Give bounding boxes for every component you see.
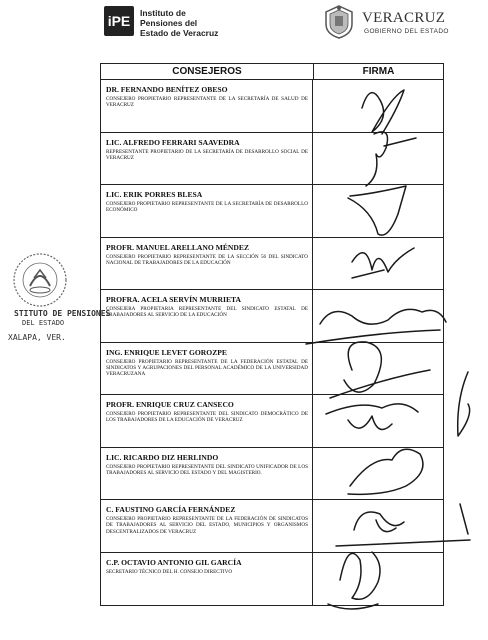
consejero-name: PROFR. ENRIQUE CRUZ CANSECO <box>106 400 234 409</box>
consejero-name: PROFRA. ACELA SERVÍN MURRIETA <box>106 295 242 304</box>
consejero-name: LIC. RICARDO DIZ HERLINDO <box>106 452 219 462</box>
consejero-name: DR. FERNANDO BENÍTEZ OBESO <box>106 85 228 94</box>
consejero-description: CONSEJERO PROPIETARIO REPRESENTANTE DE LA SECRETARÍA DE SALUD DE VERACRUZ <box>106 96 308 109</box>
consejero-name: C. FAUSTINO GARCÍA FERNÁNDEZ <box>106 505 236 514</box>
column-header-consejeros: CONSEJEROS <box>101 64 314 79</box>
table-header <box>101 64 443 80</box>
firma-cell <box>313 133 443 185</box>
consejero-cell <box>101 395 313 447</box>
consejero-cell <box>101 238 313 290</box>
ipe-name <box>140 8 218 38</box>
stamp-text: DEL ESTADO <box>22 319 65 327</box>
table-row <box>101 238 443 291</box>
gov-subtitle: GOBIERNO DEL ESTADO <box>364 28 449 35</box>
consejero-cell <box>101 343 313 395</box>
official-stamp-seal-icon <box>12 252 68 308</box>
consejero-cell <box>101 553 313 606</box>
consejero-cell <box>101 185 313 237</box>
consejero-name: ING. ENRIQUE LEVET GOROZPE <box>106 347 227 357</box>
table-row <box>101 343 443 396</box>
consejero-cell <box>101 290 313 342</box>
consejero-description: CONSEJERO PROPIETARIO REPRESENTANTE DE LA SECCIÓN 56 DEL SINDICATO NACIONAL DE TRABAJADORES DE LA EDUCACIÓN <box>106 253 308 266</box>
consejero-name: C.P. OCTAVIO ANTONIO GIL GARCÍA <box>106 557 242 567</box>
gov-title: VERACRUZ <box>362 10 446 26</box>
table-row <box>101 448 443 501</box>
stamp-text: STITUTO DE PENSIONES <box>14 309 111 318</box>
ipe-name-line: Instituto de <box>140 8 186 18</box>
firma-cell <box>313 238 443 290</box>
consejero-description: CONSEJERO PROPIETARIO REPRESENTANTE DE LA SECRETARÍA DE DESARROLLO ECONÓMICO <box>106 201 308 214</box>
firma-cell <box>313 395 443 447</box>
firma-cell <box>313 290 443 342</box>
table-row <box>101 500 443 553</box>
table-row <box>101 80 443 133</box>
ipe-logo: iPE <box>104 6 134 36</box>
ipe-name-line: Pensiones del <box>140 18 198 28</box>
consejero-description: REPRESENTANTE PROPIETARIO DE LA SECRETARÍA DE DESARROLLO SOCIAL DE VERACRUZ <box>106 148 308 161</box>
column-header-firma: FIRMA <box>362 66 395 77</box>
table-row <box>101 185 443 238</box>
consejero-description: CONSEJERA PROPIETARIA REPRESENTANTE DEL SINDICATO ESTATAL DE TRABAJADORES AL SERVICIO DE LA EDUCACIÓN <box>106 306 308 319</box>
firma-cell <box>313 185 443 237</box>
veracruz-seal-icon <box>322 4 356 40</box>
consejero-description: CONSEJERO PROPIETARIO REPRESENTANTE DE LA FEDERACIÓN ESTATAL DE SINDICATOS Y AGRUPACIONES DEL PERSONAL ACADÉMICO DE LA UNIVERSIDAD VERACRUZANA <box>106 358 308 378</box>
consejero-name: LIC. ERIK PORRES BLESA <box>106 190 203 199</box>
consejero-cell <box>101 133 313 185</box>
firma-cell <box>313 343 443 395</box>
consejero-name: PROFR. MANUEL ARELLANO MÉNDEZ <box>106 242 250 252</box>
firma-cell <box>313 448 443 500</box>
firma-cell <box>313 500 443 552</box>
consejero-description: CONSEJERO PROPIETARIO REPRESENTANTE DEL SINDICATO DEMOCRÁTICO DE LOS TRABAJADORES DE LA EDUCACIÓN DE VERACRUZ <box>106 411 308 424</box>
consejero-cell <box>101 80 313 132</box>
table-row <box>101 133 443 186</box>
consejero-description: SECRETARIO TÉCNICO DEL H. CONSEJO DIRECTIVO <box>106 568 233 575</box>
consejero-description: CONSEJERO PROPIETARIO REPRESENTANTE DEL SINDICATO UNIFICADOR DE LOS TRABAJADORES AL SERVICIO DEL ESTADO Y DEL MAGISTERIO. <box>106 463 308 476</box>
signature-table <box>100 63 444 606</box>
signature-6b <box>458 372 470 436</box>
consejero-cell <box>101 500 313 552</box>
table-row <box>101 553 443 606</box>
stamp-text: XALAPA, VER. <box>8 333 66 342</box>
consejero-cell <box>101 448 313 500</box>
table-row <box>101 290 443 343</box>
table-row <box>101 395 443 448</box>
ipe-name-line: Estado de Veracruz <box>140 28 219 38</box>
consejero-name: LIC. ALFREDO FERRARI SAAVEDRA <box>106 137 240 147</box>
firma-cell <box>313 80 443 132</box>
consejero-description: CONSEJERO PROPIETARIO REPRESENTANTE DE LA FEDERACIÓN DE SINDICATOS DE TRABAJADORES AL SERVICIO DEL ESTADO, MUNICIPIOS Y ORGANISMOS DESCENTRALIZADOS DE VERACRUZ <box>106 516 308 535</box>
firma-cell <box>313 553 443 606</box>
